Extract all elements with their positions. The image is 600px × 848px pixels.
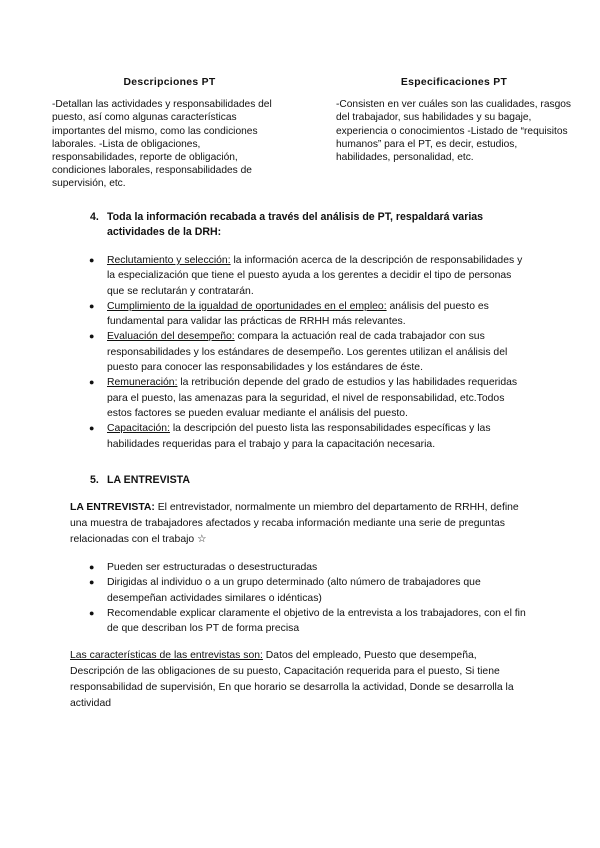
list-item-text: la retribución depende del grado de estudios y las habilidades requeridas para el puesto, las amenazas para la seguridad, el nivel de responsabilidad, etc.Todos estos factores se pueden evaluar mediante el análisis del puesto. [107,377,518,419]
list-item-text: análisis del puesto es fundamental para validar las prácticas de RRHH más relevantes. [107,300,489,328]
characteristics-text: Datos del empleado, Puesto que desempeña, Descripción de las obligaciones de su puesto, Capacitación requerida para el puesto, Si tiene responsabilidad de supervisión, En que horario se desarrolla la actividad, Donde se desarrolla la actividad [70,650,514,709]
list-item [88,560,528,575]
section-4-title: Toda la información recabada a través del análisis de PT, respaldará varias actividades de la DRH: [107,211,484,238]
especificaciones-column [336,76,572,164]
bullet-icon: ● [89,331,95,342]
list-item [88,253,528,299]
descripciones-column [52,76,287,191]
drh-activities-list [88,253,528,452]
list-item-text: Pueden ser estructuradas o desestructuradas [107,562,318,573]
list-item-term: Evaluación del desempeño: [107,331,235,343]
bullet-icon: ● [89,377,95,388]
especificaciones-title: Especificaciones PT [400,77,508,88]
entrevista-characteristics [70,648,530,712]
section-5-title: LA ENTREVISTA [107,474,190,486]
list-item [88,375,528,421]
entrevista-intro-label: LA ENTREVISTA: [70,502,155,513]
bullet-icon: ● [89,300,95,311]
entrevista-intro-text: El entrevistador, normalmente un miembro del departamento de RRHH, define una muestra de trabajadores afectados y recaba información mediante una serie de preguntas relacionadas con el trabajo ☆ [70,502,519,545]
descripciones-title: Descripciones PT [123,77,216,88]
list-item-term: Remuneración: [107,377,178,389]
list-item [88,329,528,375]
list-item [88,421,528,452]
descripciones-text: -Detallan las actividades y responsabilidades del puesto, así como algunas características importantes del mismo, como las condiciones laborales. -Lista de obligaciones, responsabilidades, reporte de obligación, condiciones laborales, responsabilidades de supervisión, etc. [52,99,272,190]
list-item-text: Dirigidas al individuo o a un grupo determinado (alto número de trabajadores que desempeñan actividades similares o idénticas) [107,577,481,604]
bullet-icon: ● [89,423,95,434]
list-item-term: Capacitación: [107,423,170,435]
list-item-term: Reclutamiento y selección: [107,255,231,266]
list-item [88,299,528,330]
bullet-icon: ● [89,607,95,618]
list-item-term: Cumplimiento de la igualdad de oportunidades en el empleo: [107,300,387,312]
list-item-text: la información acerca de la descripción de responsabilidades y la especialización que tiene el puesto ayuda a los gerentes a decidir el tipo de personas que se reclutarán y contratarán. [107,255,523,297]
section-4-heading [90,210,530,240]
bullet-icon: ● [89,562,95,572]
list-item-text: Recomendable explicar claramente el objetivo de la entrevista a los trabajadores, con el fin de que describan los PT de forma precisa [107,607,526,635]
list-item [88,606,528,637]
section-5-heading [90,473,530,488]
list-item-text: compara la actuación real de cada trabajador con sus responsabilidades y los estándares de desempeño. Los gerentes utilizan el análisis del puesto para conocer las responsabilidades y los estándares de éste. [107,331,508,374]
list-item-text: la descripción del puesto lista las responsabilidades específicas y las habilidades requeridas para el trabajo y para la capacitación necesaria. [107,423,491,450]
bullet-icon: ● [89,577,95,588]
section-4-number: 4. [90,211,99,223]
bullet-icon: ● [89,255,95,265]
list-item [88,575,528,606]
especificaciones-text: -Consisten en ver cuáles son las cualidades, rasgos del trabajador, sus habilidades y su bagaje, experiencia o conocimientos -Listado de “requisitos humanos” para el PT, es decir, estudios, habilidades, personalidad, etc. [336,99,572,164]
section-5-number: 5. [90,474,99,486]
entrevista-intro [70,500,530,548]
entrevista-list [88,560,528,636]
characteristics-label: Las características de las entrevistas son: [70,650,263,661]
